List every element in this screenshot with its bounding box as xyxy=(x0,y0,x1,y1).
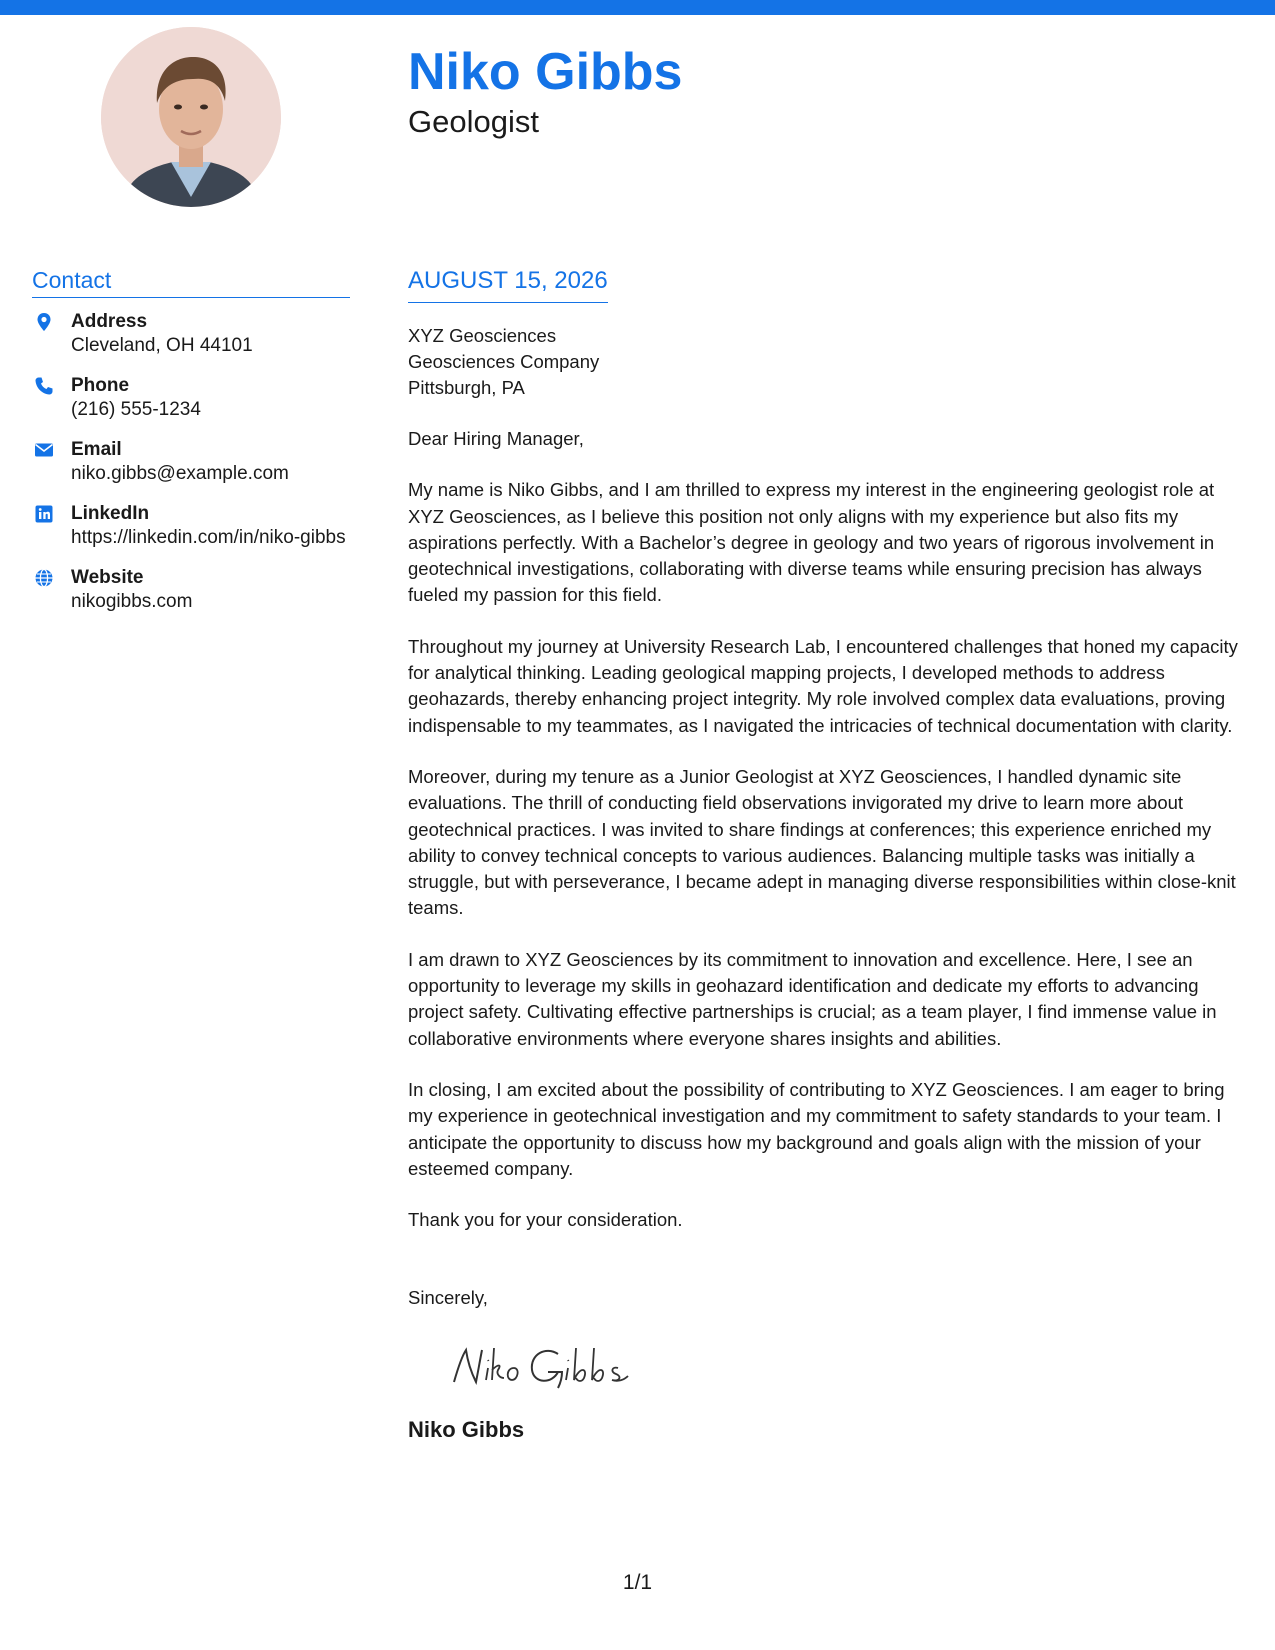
body-paragraph: I am drawn to XYZ Geosciences by its commitment to innovation and excellence. Here, I see an opportunity to leverage my skills in geohazard identification and dedicate my efforts to advancing project safety. Cultivating effective partnerships is crucial; as a team player, I find immense value in collaborative environments where everyone shares insights and abilities. xyxy=(408,948,1217,1049)
contact-item-linkedin xyxy=(32,502,350,550)
letter-date: AUGUST 15, 2026 xyxy=(408,266,608,303)
contact-item-email xyxy=(32,438,350,486)
avatar xyxy=(101,27,281,207)
contact-item-phone xyxy=(32,374,350,422)
thanks-line: Thank you for your consideration. xyxy=(408,1209,683,1231)
body-paragraph: My name is Niko Gibbs, and I am thrilled to express my interest in the engineering geologist role at XYZ Geosciences, as I believe this position not only aligns with my experience but also fits my aspirations perfectly. With a Bachelor’s degree in geology and two years of rigorous involvement in geotechnical investigations, collaborating with diverse teams while ensuring precision has always fueled my passion for this field. xyxy=(408,479,1215,606)
phone-value: (216) 555-1234 xyxy=(71,399,201,420)
page-indicator: 1/1 xyxy=(622,1571,653,1594)
linkedin-link[interactable]: https://linkedin.com/in/niko-gibbs xyxy=(71,527,346,548)
email-label: Email xyxy=(71,439,122,460)
recipient-line: Pittsburgh, PA xyxy=(408,377,525,398)
website-label: Website xyxy=(71,567,144,588)
contact-item-address xyxy=(32,310,350,358)
recipient-line: Geosciences Company xyxy=(408,351,600,372)
body-paragraph: Throughout my journey at University Research Lab, I encountered challenges that honed my capacity for analytical thinking. Leading geological mapping projects, I developed methods to address geohazards, thereby enhancing project integrity. My role involved complex data evaluations, proving indispensable to my teammates, as I navigated the intricacies of technical documentation with clarity. xyxy=(408,635,1238,736)
letter-body xyxy=(408,266,1248,1444)
email-link[interactable]: niko.gibbs@example.com xyxy=(71,463,289,484)
linkedin-label: LinkedIn xyxy=(71,503,150,524)
website-link[interactable]: nikogibbs.com xyxy=(71,591,193,612)
envelope-icon xyxy=(34,440,54,460)
body-paragraph: Moreover, during my tenure as a Junior Geologist at XYZ Geosciences, I handled dynamic site evaluations. The thrill of conducting field observations invigorated my drive to learn more about geotechnical practices. I was invited to share findings at conferences; this experience enriched my ability to convey technical concepts to various audiences. Balancing multiple tasks was initially a struggle, but with perseverance, I became adept in managing diverse responsibilities within close-knit teams. xyxy=(408,765,1236,919)
globe-icon xyxy=(34,568,54,588)
salutation: Dear Hiring Manager, xyxy=(408,428,584,449)
phone-label: Phone xyxy=(71,375,130,396)
applicant-name: Niko Gibbs xyxy=(408,43,683,101)
body-paragraph: In closing, I am excited about the possibility of contributing to XYZ Geosciences. I am eager to bring my experience in geotechnical investigation and my commitment to safety standards to your team. I anticipate the opportunity to discuss how my background and goals align with the mission of your esteemed company. xyxy=(408,1078,1225,1179)
recipient-address xyxy=(408,323,1248,401)
contact-item-website xyxy=(32,566,350,614)
top-accent-bar xyxy=(0,0,1275,15)
contact-sidebar xyxy=(32,266,350,630)
handwritten-signature xyxy=(448,1338,648,1398)
location-pin-icon xyxy=(34,312,54,332)
phone-icon xyxy=(34,376,54,396)
closing-line: Sincerely, xyxy=(408,1287,488,1309)
contact-heading: Contact xyxy=(32,266,350,298)
applicant-title: Geologist xyxy=(408,104,539,139)
address-label: Address xyxy=(71,311,148,332)
recipient-line: XYZ Geosciences xyxy=(408,325,557,346)
linkedin-icon xyxy=(34,504,54,524)
address-value: Cleveland, OH 44101 xyxy=(71,335,253,356)
signer-name: Niko Gibbs xyxy=(408,1416,525,1442)
